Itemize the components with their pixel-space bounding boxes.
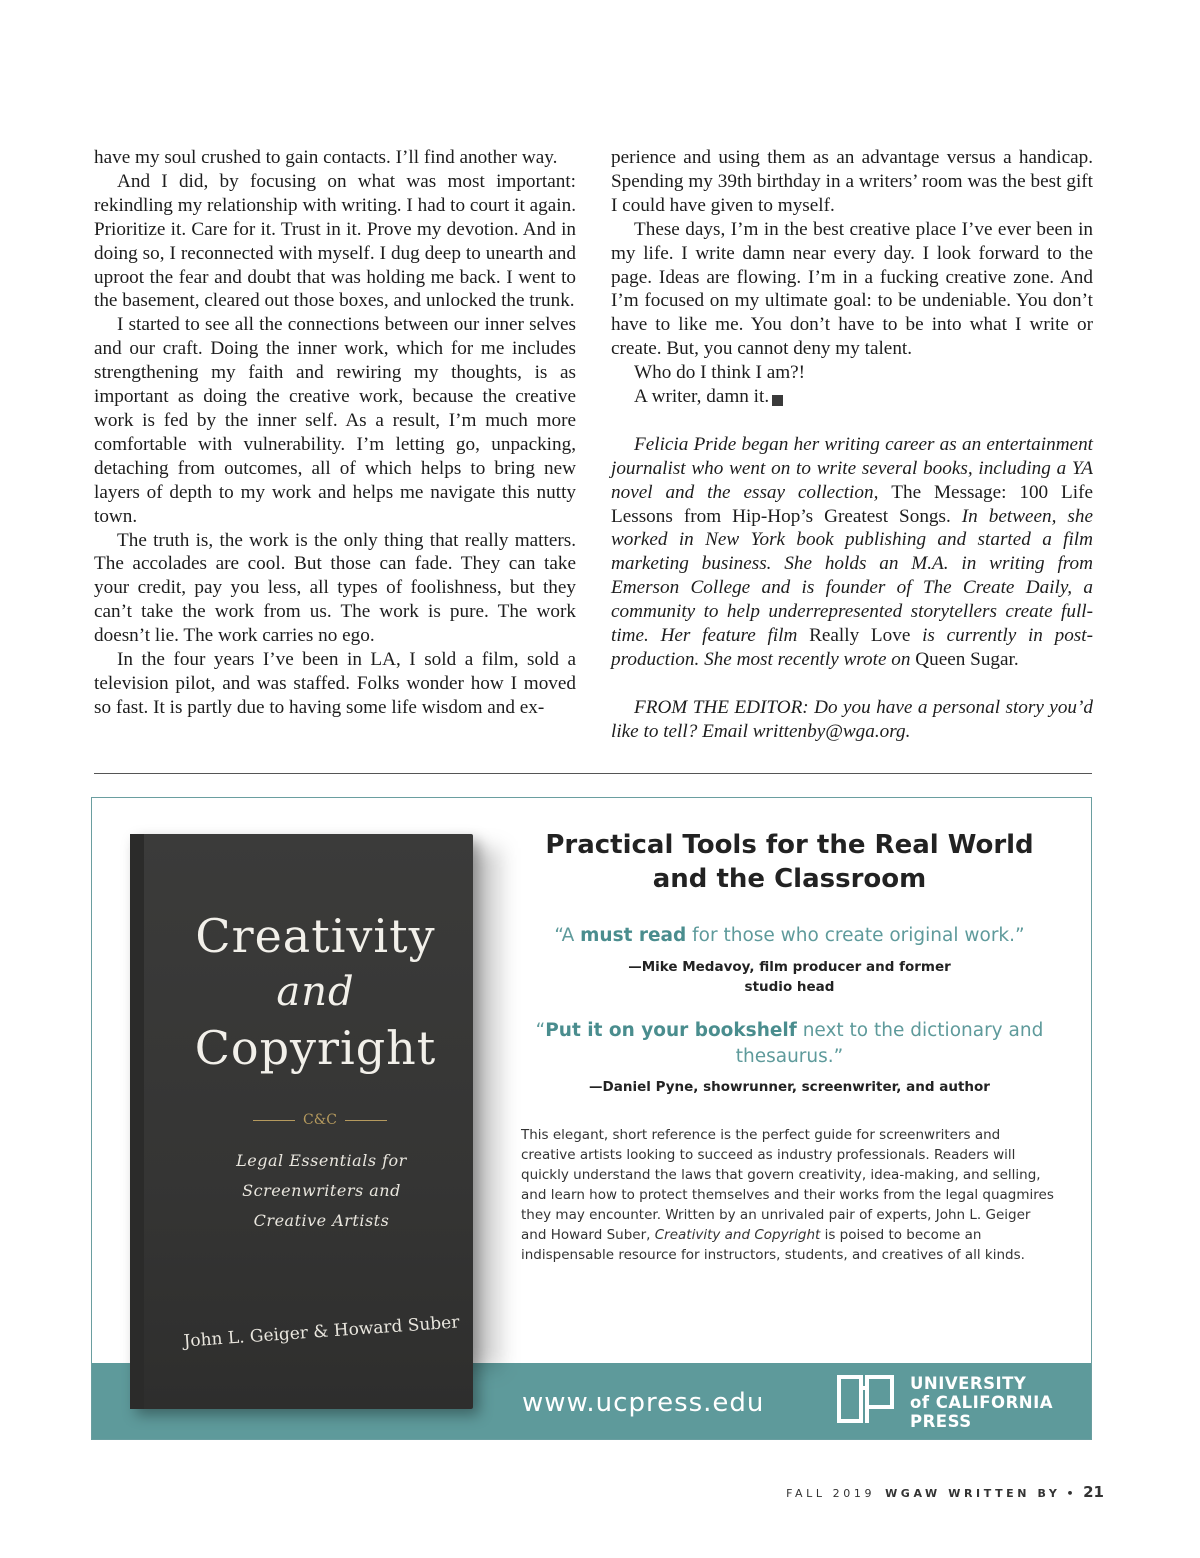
bio-book-title: The Message: 100 Life Lessons from Hip-Hop’s Greatest Songs.: [611, 481, 1093, 527]
ad-body-text: [521, 1125, 1059, 1265]
book-cover-image: [130, 834, 473, 1409]
quote-text: “: [535, 1020, 546, 1041]
bio-text: is currently in post-production. She most recently wrote on: [611, 625, 1093, 671]
publisher-url-link[interactable]: www.ucpress.edu: [522, 1388, 765, 1418]
quote-text: next to the dictionary and thesaurus.”: [735, 1020, 1044, 1067]
publisher-name-line: UNIVERSITY: [910, 1374, 1027, 1393]
article-paragraph: have my soul crushed to gain contacts. I’ll find another way.: [94, 147, 558, 168]
body-book-title: Creativity and Copyright: [654, 1227, 821, 1243]
attribution-line: studio head: [744, 979, 835, 995]
closing-text: A writer, damn it.: [634, 386, 770, 408]
book-title-line: and: [276, 969, 355, 1015]
body-text: is poised to become an indispensable resource for instructors, students, and creatives of all kinds.: [521, 1227, 1025, 1263]
article-paragraph: I started to see all the connections between our inner selves and our craft. Doing the inner work, which for me includes strengthening my faith and rewiring my thoughts, is as important as doing the creative work, because the creative work is fed by the inner self. As a result, I’m much more comfortable with vulnerability. I’m letting go, unpacking, detaching from outcomes, all of which helps to bring new layers of depth to my work and helps me navigate this nutty town.: [94, 314, 576, 527]
page-number: 21: [1083, 1483, 1104, 1501]
book-subtitle-line: Screenwriters and: [242, 1181, 401, 1200]
book-title-line: Copyright: [194, 1021, 437, 1075]
ad-headline: [522, 828, 1057, 896]
ucpress-logo-icon: [837, 1374, 895, 1426]
ad-headline-line: Practical Tools for the Real World: [545, 830, 1034, 860]
quote-text: for those who create original work.”: [686, 925, 1025, 946]
article-paragraph: Who do I think I am?!: [634, 362, 806, 384]
quote-text: “A: [554, 925, 581, 946]
bio-text: Felicia Pride began her writing career as an entertainment journalist who went on to write several books, including a YA novel and the essay collection,: [611, 433, 1093, 503]
article-left-column: [94, 146, 576, 720]
bio-film-title: Really Love: [809, 625, 911, 647]
footer-publication: WGAW WRITTEN BY: [885, 1487, 1061, 1500]
book-cover-subtitle: [190, 1146, 453, 1236]
bio-text: In between, she worked in New York book publishing and started a film marketing business. She holds an M.A. in writing from Emerson College and is founder of The Create Daily, a community to help underrepresented storytellers create full-time. Her feature film: [611, 505, 1093, 647]
body-text: This elegant, short reference is the perfect guide for screenwriters and creative artists looking to succeed as industry professionals. Readers will quickly understand the laws that govern creativity, idea-making, and selling, and learn how to protect themselves and their works from the legal quagmires they may encounter. Written by an unrivaled pair of experts, John L. Geiger and Howard Suber,: [521, 1127, 1054, 1243]
ad-attribution-2: —Daniel Pyne, showrunner, screenwriter, and author: [589, 1079, 990, 1095]
book-advertisement: [91, 797, 1092, 1440]
quote-emphasis: Put it on your bookshelf: [545, 1020, 797, 1041]
book-title-line: Creativity: [195, 909, 436, 963]
editor-note: FROM THE EDITOR: Do you have a personal story you’d like to tell? Email writtenby@wga.org.: [611, 696, 1093, 742]
book-cover-authors: John L. Geiger & Howard Suber: [182, 1312, 461, 1352]
footer-season: FALL 2019: [786, 1487, 876, 1500]
article-paragraph: perience and using them as an advantage versus a handicap. Spending my 39th birthday in a writers’ room was the best gift I could have given to myself.: [611, 147, 1093, 216]
footer-bullet: •: [1066, 1487, 1078, 1500]
book-cover-title: [168, 908, 463, 1076]
ad-attribution-1: [522, 957, 1057, 997]
publisher-name-line: of CALIFORNIA: [910, 1393, 1054, 1412]
page-footer: [786, 1483, 1104, 1501]
book-subtitle-line: Legal Essentials for: [236, 1151, 407, 1170]
article-paragraph: And I did, by focusing on what was most important: rekindling my relationship with writing. I had to court it again. Prioritize it. Care for it. Trust in it. Prove my devotion. And in doing so, I reconnected with myself. I dug deep to unearth and uproot the fear and doubt that was holding me back. I went to the basement, cleared out those boxes, and unlocked the trunk.: [94, 170, 576, 312]
ad-quote-1: [522, 923, 1057, 949]
book-ornament-icon: C&C: [240, 1112, 400, 1128]
book-subtitle-line: Creative Artists: [253, 1211, 390, 1230]
publisher-name: [910, 1374, 1053, 1431]
end-mark-icon: WB: [772, 395, 783, 406]
quote-emphasis: must read: [580, 925, 687, 946]
bio-show-title: Queen Sugar.: [915, 649, 1019, 671]
article-paragraph: In the four years I’ve been in LA, I sold a film, sold a television pilot, and was staffed. Folks wonder how I moved so fast. It is partly due to having some life wisdom and ex-: [94, 649, 576, 718]
section-divider: [94, 773, 1092, 774]
article-paragraph: The truth is, the work is the only thing that really matters. The accolades are cool. But those can fade. They can take your credit, pay you less, all types of foolishness, but they can’t take the work from us. The work is pure. The work doesn’t lie. The work carries no ego.: [94, 529, 576, 647]
publisher-name-line: PRESS: [910, 1412, 972, 1431]
article-paragraph: These days, I’m in the best creative place I’ve ever been in my life. I write damn near every day. I look forward to the page. Ideas are flowing. I’m in a fucking creative zone. And I’m focused on my ultimate goal: to be undeniable. You don’t have to like me. You don’t have to be into what I write or create. But, you cannot deny my talent.: [611, 218, 1093, 360]
book-spine: [130, 834, 144, 1409]
author-bio: [611, 433, 1093, 672]
attribution-line: —Mike Medavoy, film producer and former: [628, 959, 951, 975]
ad-headline-line: and the Classroom: [652, 864, 927, 894]
article-closing-line: [611, 385, 1093, 409]
article-right-column: [611, 146, 1093, 744]
ad-quote-2: [522, 1018, 1057, 1070]
